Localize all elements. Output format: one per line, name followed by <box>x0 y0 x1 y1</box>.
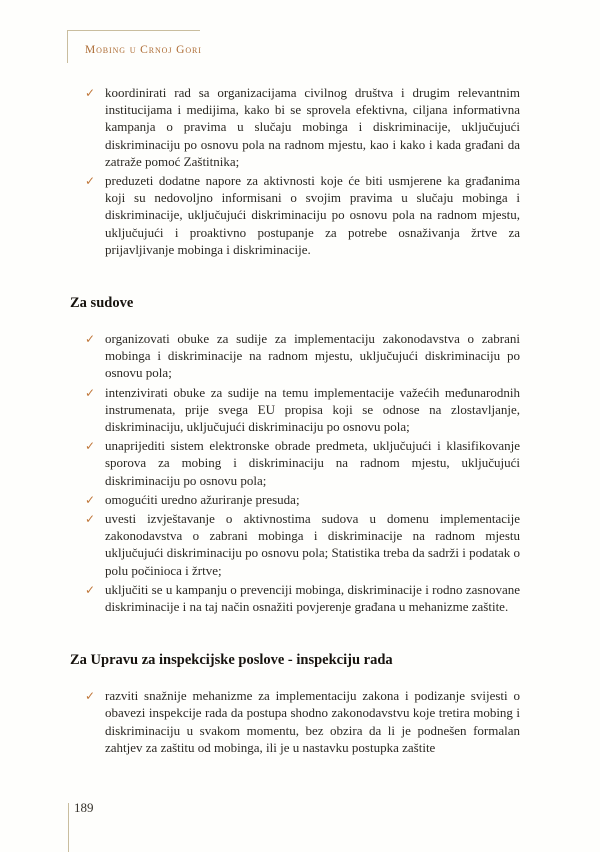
section-heading-courts: Za sudove <box>70 295 134 312</box>
list-item <box>70 84 520 170</box>
list-item-text: unaprijediti sistem elektronske obrade predmeta, uključujući i klasifikovanje sporova za mobing i diskriminaciju na radnom mjestu, uključujući diskriminaciju po osnovu pola; <box>105 438 520 488</box>
page-content <box>70 84 520 758</box>
list-item-text: koordinirati rad sa organizacijama civilnog društva i drugim relevantnim institucijama i medijima, kako bi se sprovela efektivna, ciljana informativna kampanja o pravima u slučaju mobinga i diskriminacije, uključujući diskriminaciju po osnovu pola na radnom mjestu, kao i kako i kada građani da zatraže pomoć Zaštitnika; <box>105 85 520 169</box>
list-item <box>70 384 520 436</box>
check-icon: ✓ <box>85 492 96 507</box>
check-icon: ✓ <box>85 689 96 704</box>
list-item <box>70 510 520 579</box>
list-item-text: uključiti se u kampanju o prevenciji mobinga, diskriminacije i rodno zasnovane diskriminacije i na taj način osnažiti povjerenje građana u mehanizme zaštite. <box>105 581 520 615</box>
list-item-text: intenzivirati obuke za sudije na temu implementacije važećih međunarodnih instrumenata, prije svega EU propisa koji se odnose na zlostavljanje, diskriminaciju, uključujući diskriminaciju po osnovu pola; <box>105 384 520 435</box>
list-item-text: preduzeti dodatne napore za aktivnosti koje će biti usmjerene ka građanima koji su nedovoljno informisani o svojim pravima u slučaju mobinga i diskriminacije, uključujući diskriminaciju po osnovu pola na radnom mjestu, uključujući i proaktivno postupanje za potrebe osnaživanja žrtve za prijavljivanje mobinga i diskriminacije. <box>105 173 520 257</box>
list-item <box>70 172 520 258</box>
checklist-ombudsman <box>70 84 520 258</box>
checklist-labour-inspection <box>70 687 520 756</box>
page-number: 189 <box>74 800 94 815</box>
list-item <box>70 581 520 615</box>
list-item <box>70 491 520 508</box>
checklist-courts <box>70 330 520 615</box>
check-icon: ✓ <box>85 385 96 400</box>
check-icon: ✓ <box>85 86 96 100</box>
check-icon: ✓ <box>85 439 96 454</box>
check-icon: ✓ <box>85 582 96 597</box>
list-item-text: razviti snažnije mehanizme za implementaciju zakona i podizanje svijesti o obavezi inspekcije rada da postupa shodno zakonodavstvu koje tretira mobing i diskriminaciju u svakom momentu, bez obzira da li je podnešen formalan zahtjev za zaštitu od mobinga, ili je u nastavku postupka zaštite <box>105 688 520 755</box>
list-item <box>70 330 520 382</box>
list-item <box>70 437 520 489</box>
list-item-text: organizovati obuke za sudije za implementaciju zakonodavstva o zabrani mobinga i diskriminacije na radnom mjestu, uključujući diskriminaciju po osnovu pola; <box>105 331 520 381</box>
footer-rule <box>68 803 69 852</box>
list-item-text: omogućiti uredno ažuriranje presuda; <box>105 491 300 507</box>
check-icon: ✓ <box>85 174 96 189</box>
list-item <box>70 687 520 756</box>
section-heading-labour-inspection: Za Upravu za inspekcijske poslove - inspekciju rada <box>70 652 393 669</box>
list-item-text: uvesti izvještavanje o aktivnostima sudova u domenu implementacije zakonodavstva o zabrani mobinga i diskriminacije na radnom mjestu uključujući diskriminaciju po osnovu pola; Statistika treba da sadrži i podatak o polu počinioca i žrtve; <box>105 511 520 578</box>
header-corner-rule <box>67 30 200 63</box>
running-header-title: Mobing u Crnoj Gori <box>85 44 202 56</box>
check-icon: ✓ <box>85 512 96 527</box>
check-icon: ✓ <box>85 332 96 347</box>
